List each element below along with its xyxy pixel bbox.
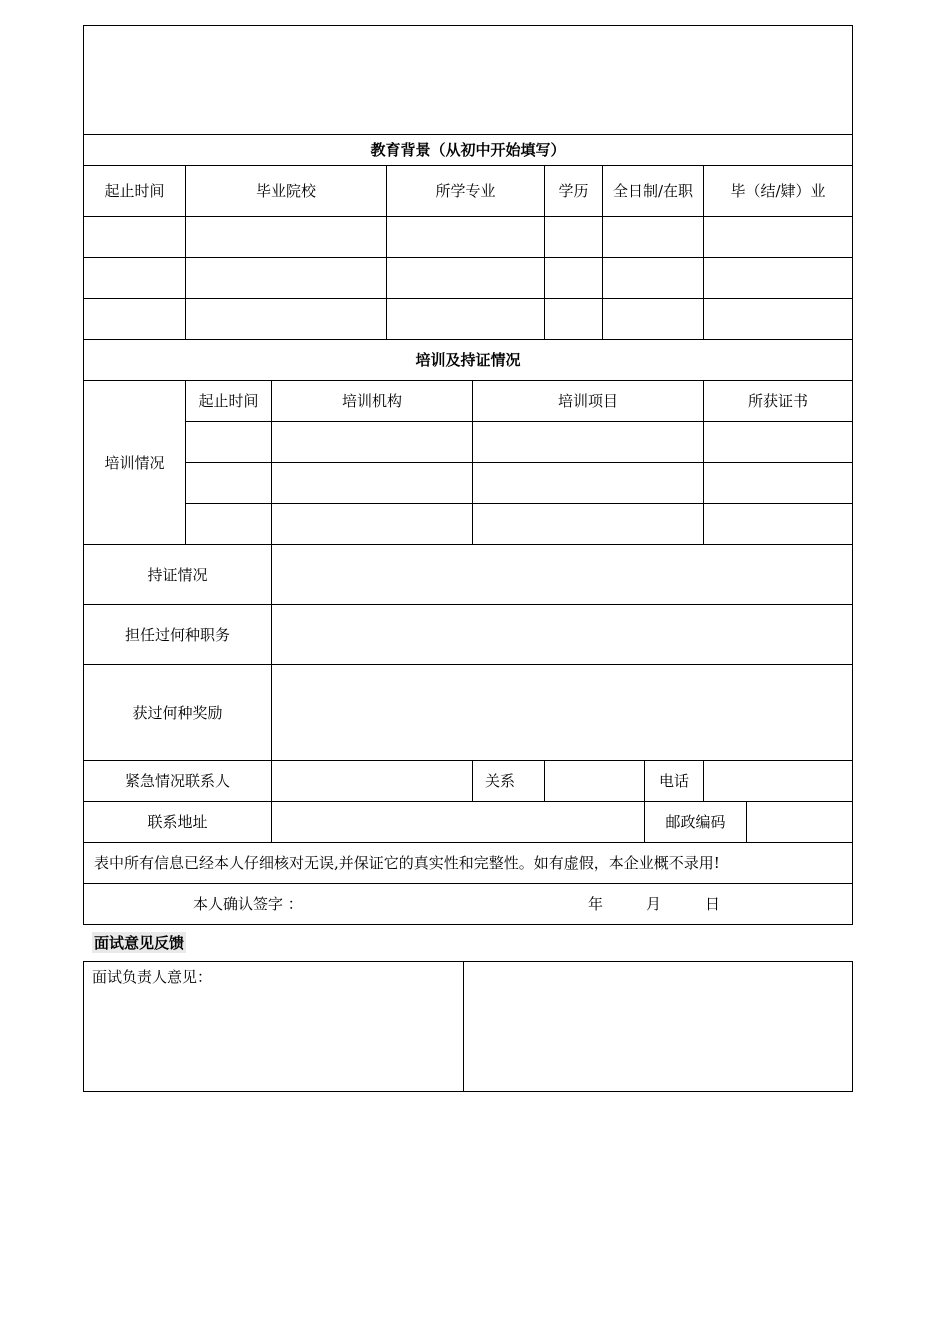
- training-cell[interactable]: [704, 504, 853, 545]
- edu-cell[interactable]: [603, 217, 704, 258]
- emergency-contact-input[interactable]: [272, 761, 473, 802]
- signature-row: [84, 884, 853, 925]
- edu-cell[interactable]: [84, 258, 186, 299]
- feedback-table: [83, 961, 853, 1092]
- training-cell[interactable]: [272, 422, 473, 463]
- interviewer-opinion-cell[interactable]: [84, 962, 464, 1092]
- address-label: 联系地址: [84, 802, 272, 843]
- emergency-contact-label: 紧急情况联系人: [84, 761, 272, 802]
- education-section-title: 教育背景（从初中开始填写）: [84, 135, 853, 166]
- blank-top-cell[interactable]: [84, 26, 853, 135]
- training-col-institution: 培训机构: [272, 381, 473, 422]
- signature-line: [84, 884, 852, 924]
- training-cell[interactable]: [704, 463, 853, 504]
- edu-cell[interactable]: [387, 299, 545, 340]
- edu-cell[interactable]: [387, 217, 545, 258]
- edu-cell[interactable]: [545, 258, 603, 299]
- training-section-title: 培训及持证情况: [84, 340, 853, 381]
- edu-cell[interactable]: [84, 217, 186, 258]
- signature-day: 日: [705, 895, 721, 913]
- education-row: [84, 258, 853, 299]
- edu-col-period: 起止时间: [84, 166, 186, 217]
- postcode-label: 邮政编码: [645, 802, 747, 843]
- certificates-input[interactable]: [272, 545, 853, 605]
- awards-label: 获过何种奖励: [84, 665, 272, 761]
- education-row: [84, 299, 853, 340]
- edu-cell[interactable]: [704, 217, 853, 258]
- training-cell[interactable]: [704, 422, 853, 463]
- awards-input[interactable]: [272, 665, 853, 761]
- certificates-label: 持证情况: [84, 545, 272, 605]
- signature-month: 月: [646, 895, 662, 913]
- training-row: [84, 422, 853, 463]
- positions-input[interactable]: [272, 605, 853, 665]
- edu-col-graduation: 毕（结/肄）业: [704, 166, 853, 217]
- feedback-section-title: 面试意见反馈: [94, 934, 185, 952]
- edu-cell[interactable]: [704, 258, 853, 299]
- signature-year: 年: [588, 895, 604, 913]
- edu-cell[interactable]: [186, 217, 387, 258]
- edu-col-school: 毕业院校: [186, 166, 387, 217]
- training-cell[interactable]: [473, 463, 704, 504]
- edu-cell[interactable]: [603, 258, 704, 299]
- edu-cell[interactable]: [704, 299, 853, 340]
- postcode-input[interactable]: [747, 802, 853, 843]
- phone-label: 电话: [645, 761, 704, 802]
- edu-col-degree: 学历: [545, 166, 603, 217]
- edu-cell[interactable]: [84, 299, 186, 340]
- training-cell[interactable]: [272, 504, 473, 545]
- training-header-row: [84, 381, 853, 422]
- edu-cell[interactable]: [186, 258, 387, 299]
- relation-input[interactable]: [545, 761, 645, 802]
- edu-col-fulltime: 全日制/在职: [603, 166, 704, 217]
- training-row: [84, 504, 853, 545]
- edu-cell[interactable]: [603, 299, 704, 340]
- application-form-table: [83, 25, 853, 925]
- signature-label: 本人确认签字 ：: [193, 895, 303, 913]
- feedback-blank-cell[interactable]: [464, 962, 853, 1092]
- training-cell[interactable]: [272, 463, 473, 504]
- training-cell[interactable]: [473, 504, 704, 545]
- awards-row: [84, 665, 853, 761]
- certificates-row: [84, 545, 853, 605]
- education-row: [84, 217, 853, 258]
- training-cell[interactable]: [473, 422, 704, 463]
- training-col-certificate: 所获证书: [704, 381, 853, 422]
- edu-cell[interactable]: [186, 299, 387, 340]
- edu-col-major: 所学专业: [387, 166, 545, 217]
- edu-cell[interactable]: [545, 217, 603, 258]
- edu-cell[interactable]: [387, 258, 545, 299]
- relation-label: 关系: [473, 761, 545, 802]
- education-header-row: [84, 166, 853, 217]
- training-cell[interactable]: [186, 463, 272, 504]
- training-row-label: 培训情况: [84, 381, 186, 545]
- blank-top-row: [84, 26, 853, 135]
- positions-row: [84, 605, 853, 665]
- training-col-period: 起止时间: [186, 381, 272, 422]
- training-cell[interactable]: [186, 422, 272, 463]
- emergency-contact-row: [84, 761, 853, 802]
- interviewer-opinion-label: 面试负责人意见：: [92, 968, 213, 986]
- training-cell[interactable]: [186, 504, 272, 545]
- training-row: [84, 463, 853, 504]
- phone-input[interactable]: [704, 761, 853, 802]
- training-col-project: 培训项目: [473, 381, 704, 422]
- address-row: [84, 802, 853, 843]
- positions-label: 担任过何种职务: [84, 605, 272, 665]
- address-input[interactable]: [272, 802, 645, 843]
- edu-cell[interactable]: [545, 299, 603, 340]
- declaration-text: 表中所有信息已经本人仔细核对无误,并保证它的真实性和完整性。如有虚假，本企业概不录用!: [84, 843, 853, 884]
